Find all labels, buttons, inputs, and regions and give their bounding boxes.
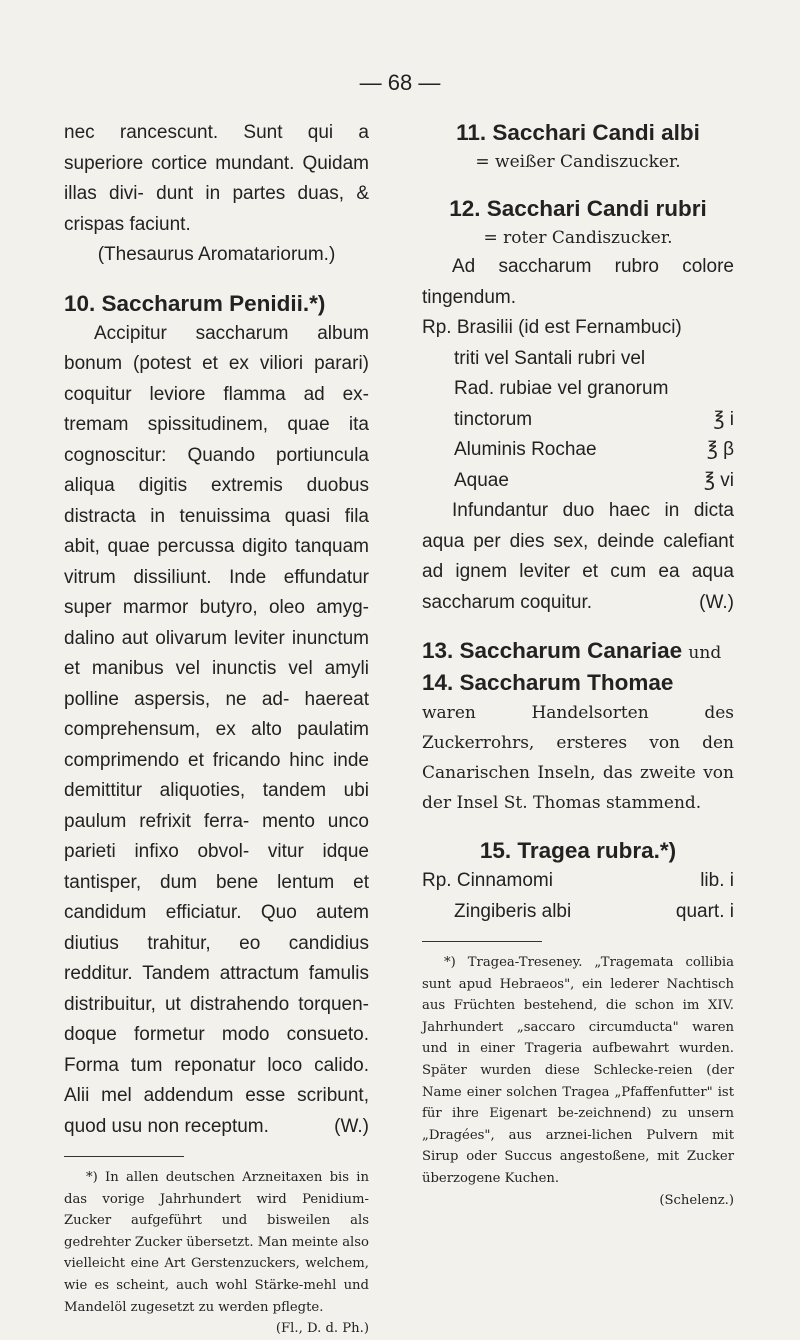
footnote-left — [64, 1167, 369, 1337]
page-number: — 68 — — [359, 70, 441, 95]
section-12-body — [422, 496, 734, 618]
recipe-quantity: quart. i — [675, 900, 734, 922]
recipe-line — [422, 405, 734, 436]
recipe-ingredient: Rad. rubiae vel granorum — [454, 378, 669, 399]
recipe-line — [422, 344, 734, 375]
section-10-body — [64, 319, 369, 1143]
recipe-ingredient: Aquae — [454, 469, 509, 491]
recipe-ingredient: Zingiberis albi — [454, 900, 572, 922]
recipe-line — [422, 897, 734, 928]
section-11-heading: 11. Sacchari Candi albi — [456, 120, 700, 145]
recipe-line — [422, 313, 734, 344]
section-12-text: Infundantur duo haec in dicta aqua per dies sex, deinde calefiant ad ignem leviter et cum ea aqua saccharum coquitur. — [422, 500, 734, 613]
recipe-quantity: ℥ vi — [704, 469, 734, 491]
recipe-line — [422, 435, 734, 466]
right-column — [422, 118, 734, 1211]
spacer — [422, 176, 734, 194]
section-13-heading — [422, 636, 734, 668]
section-12-heading: 12. Sacchari Candi rubri — [449, 196, 707, 221]
recipe-ingredient: triti vel Santali rubri vel — [454, 347, 646, 369]
intro-source: (Thesaurus Aromatariorum.) — [97, 244, 336, 265]
section-15-heading: 15. Tragea rubra.*) — [479, 838, 677, 863]
footnote-divider — [64, 1156, 184, 1157]
section-13-14-body: waren Handelsorten des Zuckerrohrs, ersteres von den Canarischen Inseln, das zweite von der Insel St. Thomas stammend. — [422, 703, 734, 813]
recipe-quantity: lib. i — [700, 870, 734, 891]
recipe-quantity: ℥ β — [706, 439, 734, 460]
rp-label: Rp. — [422, 317, 452, 338]
section-13-conjunction: und — [688, 643, 722, 663]
recipe-ingredient: Aluminis Rochae — [454, 439, 597, 460]
section-10-text: Accipitur saccharum album bonum (potest et ex viliori parari) coquitur leviore flamma ad ex- tremam spissitudinem, quae ita cognoscitur: Quando portiuncula aliqua digitis extremis duobus distracta in tenuissima quasi fila abit, quae percussa digito tanquam vitrum dissiliunt. Inde effundatur super marmor butyro, oleo amyg- dalino aut olivarum leviter inunctum et manibus vel inunctis vel amyli polline aspersis, ne ad- haereat comprehensum, ex alto paulatim comprimendo et fricando hinc inde demittitur aliquoties, tandem ubi paulum refrixit ferra- mento unco parieti infixo obvol- vitur idque tantisper, dum bene lentum et candidum efficiatur. Quo autem diutius trahitur, eo candidius redditur. Tandem attractum famulis distribuitur, ut distrahendo torquen- doque formetur modo consueto. Forma tum reponatur loco calido. Alii mel addendum esse scribunt, quod usu non receptum. — [64, 322, 369, 1137]
footnote-left-source: (Fl., D. d. Ph.) — [275, 1321, 369, 1337]
recipe-quantity: ℥ i — [713, 408, 734, 430]
intro-paragraph — [64, 118, 369, 240]
section-12-intro: Ad saccharum rubro colore tingendum. — [422, 256, 734, 308]
footnote-right-text: *) Tragea-Treseney. „Tragemata collibia sunt apud Hebraeos", ein lederer Nachtisch aus Früchten bestehend, die schon im XIV. Jahrhundert „saccaro circumducta" waren und in einer Trageria aufbewahrt wurden. Später wurden diese Schlecke-reien (der Name einer solchen Tragea „Pfaffenfutter" ist für ihre Eigenart be-zeichnend) zu unsern „Dragées", aus arznei-lichen Pulvern mit Sirup oder Succus angestoßene, mit Zucker überzogene Kuchen. — [422, 955, 734, 1186]
section-10-heading: 10. Saccharum Penidii.*) — [64, 290, 326, 316]
section-12-subtitle: = roter Candiszucker. — [483, 228, 673, 248]
left-column — [64, 118, 369, 1340]
recipe-ingredient: Brasilii (id est Fernambuci) — [456, 317, 682, 338]
section-12-recipe — [422, 313, 734, 496]
recipe-ingredient: Rp. Cinnamomi — [422, 870, 553, 891]
spacer — [422, 818, 734, 836]
footnote-divider — [422, 941, 542, 942]
section-11-subtitle: = weißer Candiszucker. — [475, 152, 681, 172]
section-14-heading: 14. Saccharum Thomae — [422, 670, 674, 695]
footnote-left-text: *) In allen deutschen Arzneitaxen bis in das vorige Jahrhundert wird Penidium-Zucker aufgeführt und bisweilen als gedrehter Zucker übersetzt. Man meinte also vielleicht eine Art Gerstenzuckers, welchem, wie es scheint, auch wohl Stärke-mehl und Mandelöl zugesetzt zu werden pflegte. — [64, 1170, 369, 1315]
footnote-right — [422, 952, 734, 1208]
recipe-line — [422, 866, 734, 897]
spacer — [422, 618, 734, 636]
recipe-ingredient: tinctorum — [454, 408, 533, 430]
intro-text: nec rancescunt. Sunt qui a superiore cortice mundant. Quidam illas divi- dunt in partes duas, & crispas faciunt. — [64, 122, 369, 235]
recipe-line — [422, 466, 734, 497]
spacer — [64, 271, 369, 289]
section-15-recipe — [422, 866, 734, 927]
section-12-source: (W.) — [699, 591, 734, 613]
section-13-title: 13. Saccharum Canariae — [422, 638, 683, 663]
footnote-right-source: (Schelenz.) — [659, 1192, 734, 1208]
recipe-line — [422, 374, 734, 405]
section-10-source: (W.) — [334, 1115, 369, 1137]
